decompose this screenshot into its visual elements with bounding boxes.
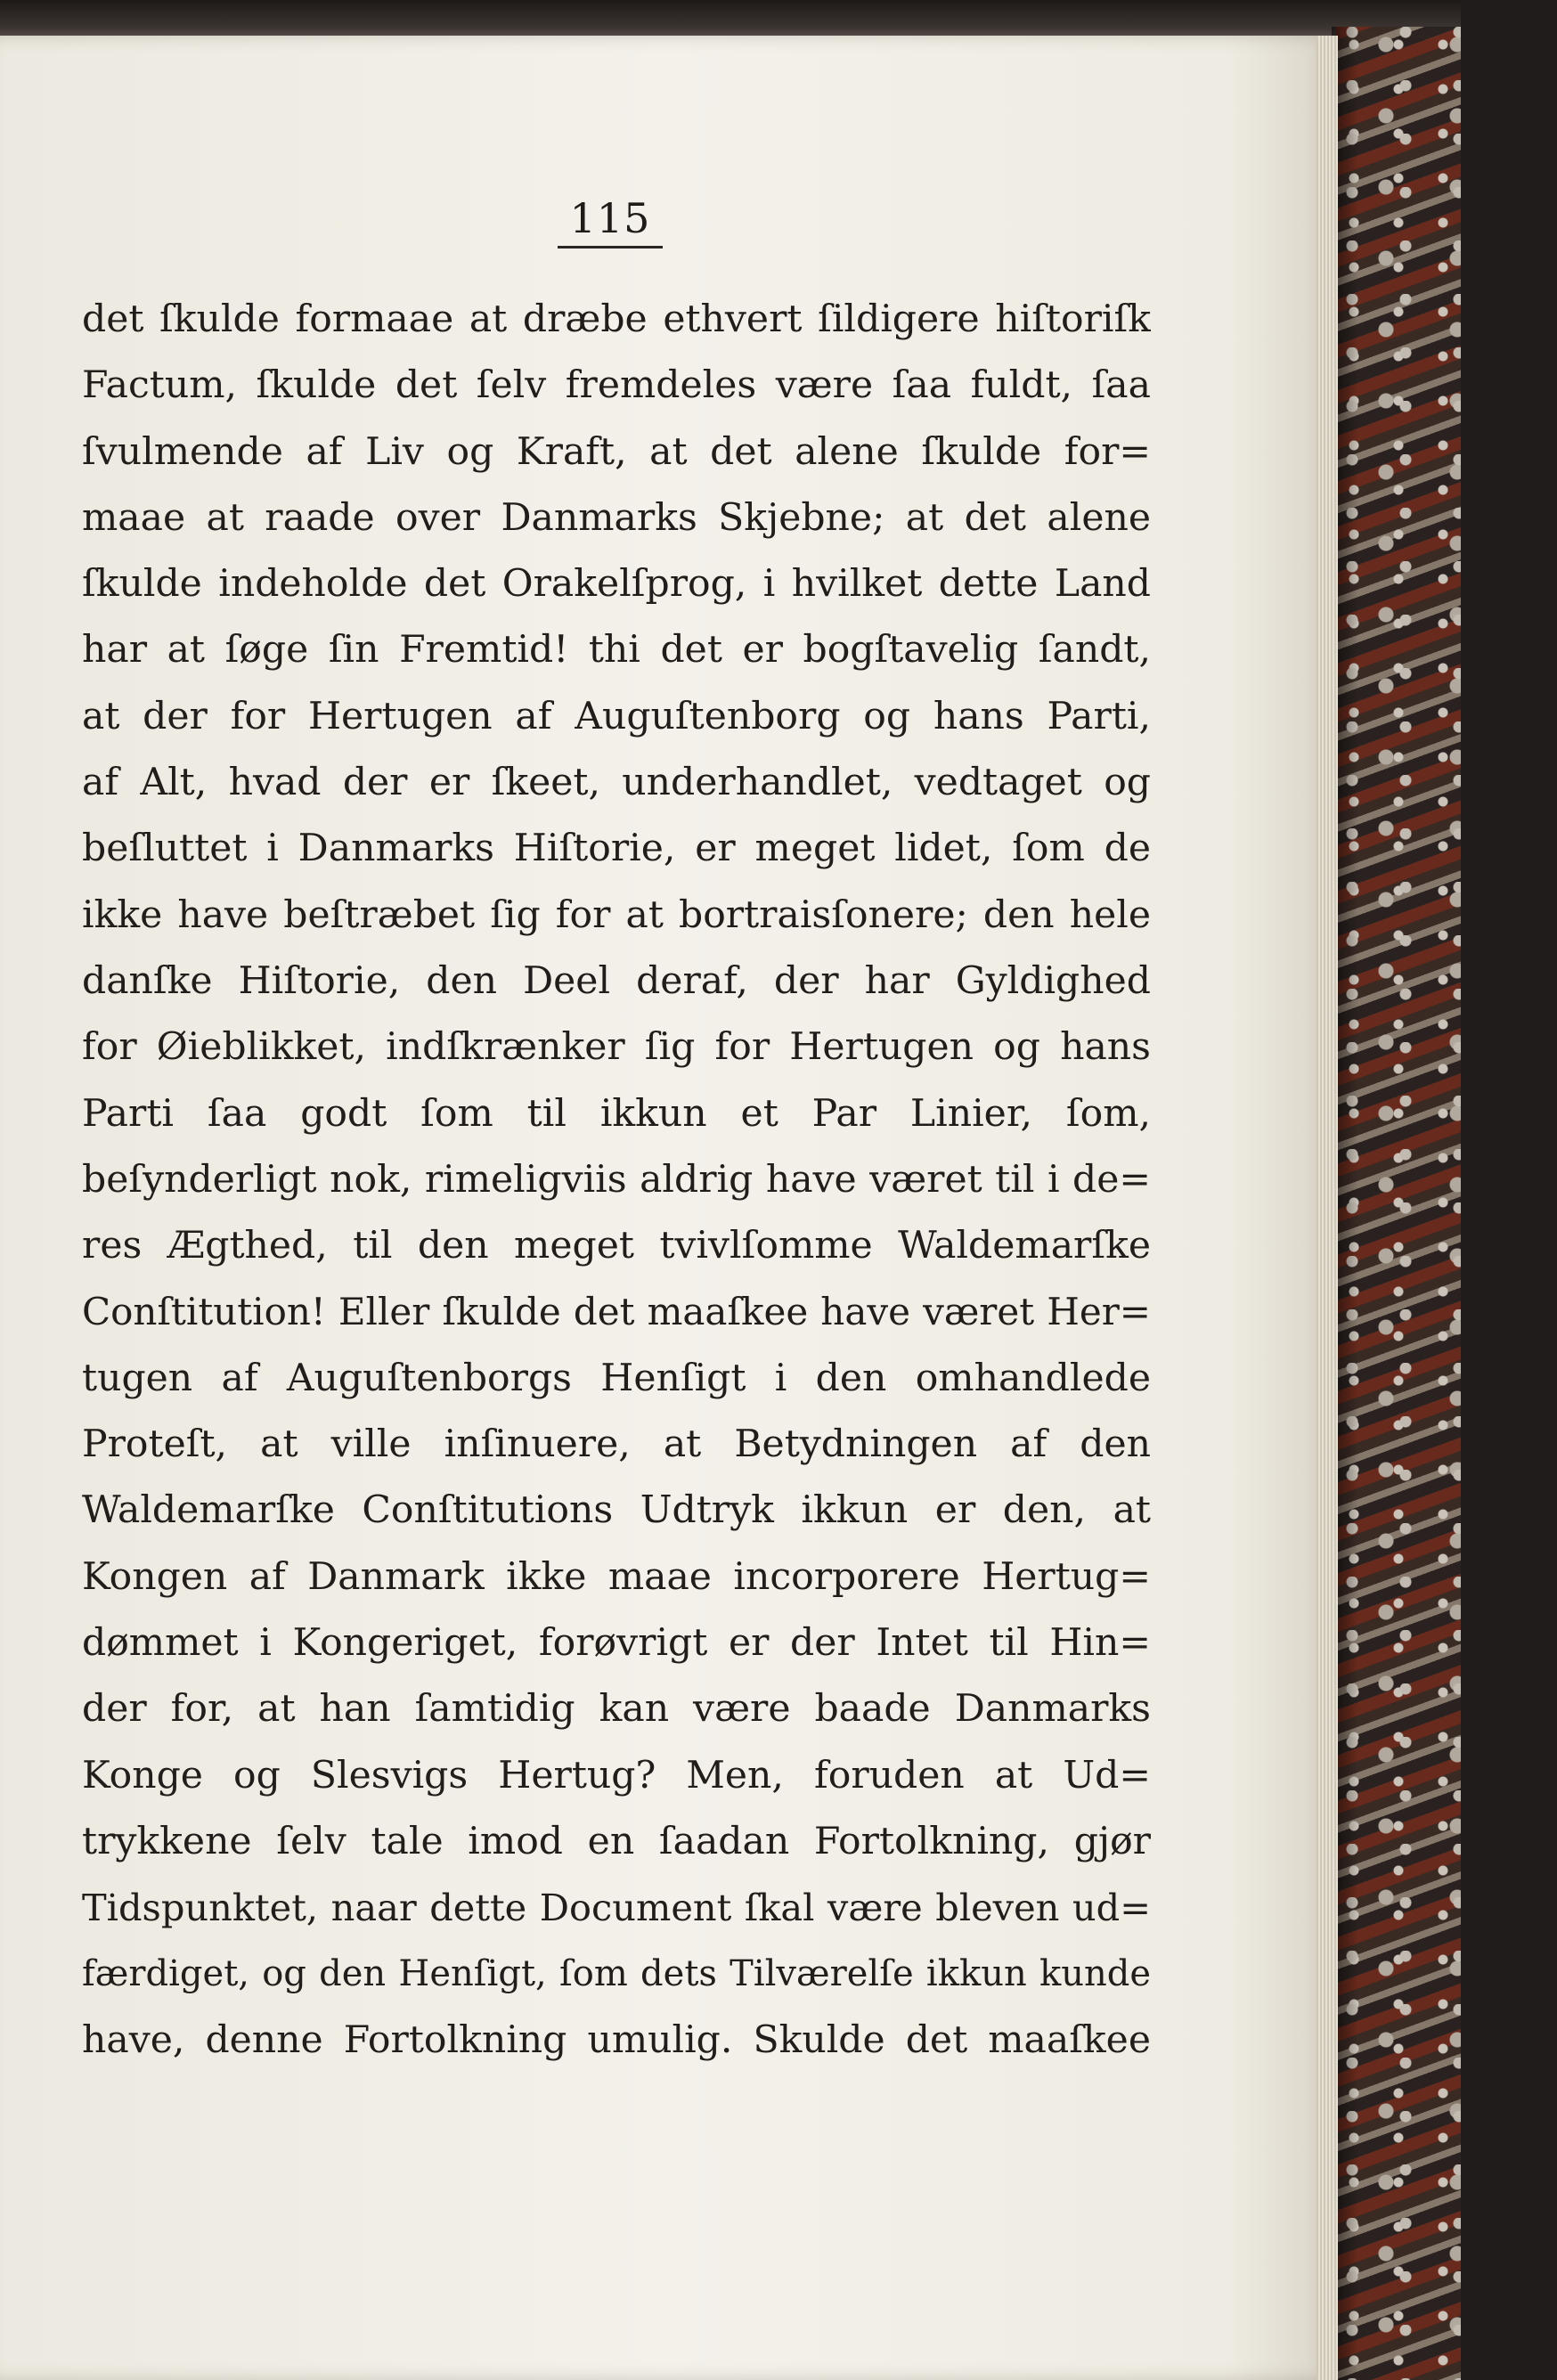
text-line: trykkene ſelv tale imod en ſaadan Fortolkning, gjør [82, 1819, 1151, 1863]
text-line: der for, at han ſamtidig kan være baade Danmarks [82, 1687, 1151, 1732]
text-line: beſluttet i Danmarks Hiſtorie, er meget lidet, ſom de [82, 827, 1151, 871]
text-line: har at ſøge ſin Fremtid! thi det er bogſtavelig ſandt, [82, 628, 1151, 672]
text-line: Waldemarſke Conſtitutions Udtryk ikkun er den, at [82, 1488, 1151, 1533]
text-line: beſynderligt nok, rimeligviis aldrig have været til i de= [82, 1157, 1151, 1202]
page-number: 115 [569, 194, 651, 242]
text-line: dømmet i Kongeriget, forøvrigt er der Intet til Hin= [82, 1620, 1151, 1665]
text-line: ſkulde indeholde det Orakelſprog, i hvilket dette Land [82, 562, 1151, 607]
text-line: det ſkulde formaae at dræbe ethvert ſildigere hiſtoriſk [82, 298, 1151, 341]
page-stack-edge [1317, 36, 1338, 2380]
text-line: ikke have beſtræbet ſig for at bortraisſonere; den hele [82, 892, 1151, 937]
text-line: have, denne Fortolkning umulig. Skulde det maaſkee [82, 2017, 1151, 2062]
book-top-edge [0, 0, 1557, 39]
text-line: Proteſt, at ville inſinuere, at Betydningen af den [82, 1422, 1151, 1467]
text-line: Parti ſaa godt ſom til ikkun et Par Linier, ſom, [82, 1091, 1151, 1136]
text-line: maae at raade over Danmarks Skjebne; at det alene [82, 495, 1151, 540]
text-line: Factum, ſkulde det ſelv fremdeles være ſaa fuldt, ſaa [82, 363, 1151, 408]
text-line: Tidspunktet, naar dette Document ſkal være bleven ud= [82, 1886, 1151, 1930]
text-line: danſke Hiſtorie, den Deel deraf, der har Gyldighed [82, 958, 1151, 1003]
text-line: tugen af Auguſtenborgs Henſigt i den omhandlede [82, 1356, 1151, 1400]
text-line: res Ægthed, til den meget tvivlſomme Waldemarſke [82, 1224, 1151, 1268]
text-line: ſvulmende af Liv og Kraft, at det alene ſkulde for= [82, 429, 1151, 474]
text-line: Conſtitution! Eller ſkulde det maaſkee have været Her= [82, 1290, 1151, 1334]
text-line: færdiget, og den Henſigt, ſom dets Tilværelſe ikkun kunde [82, 1953, 1151, 1995]
page-number-rule [558, 246, 663, 249]
body-text [82, 287, 1151, 2074]
text-line: Konge og Slesvigs Hertug? Men, foruden at Ud= [82, 1753, 1151, 1797]
background-right [1461, 0, 1557, 2380]
text-line: for Øieblikket, indſkrænker ſig for Hertugen og hans [82, 1025, 1151, 1070]
text-line: at der for Hertugen af Auguſtenborg og hans Parti, [82, 694, 1151, 738]
text-line: af Alt, hvad der er ſkeet, underhandlet, vedtaget og [82, 761, 1151, 805]
text-line: Kongen af Danmark ikke maae incorporere Hertug= [82, 1554, 1151, 1599]
